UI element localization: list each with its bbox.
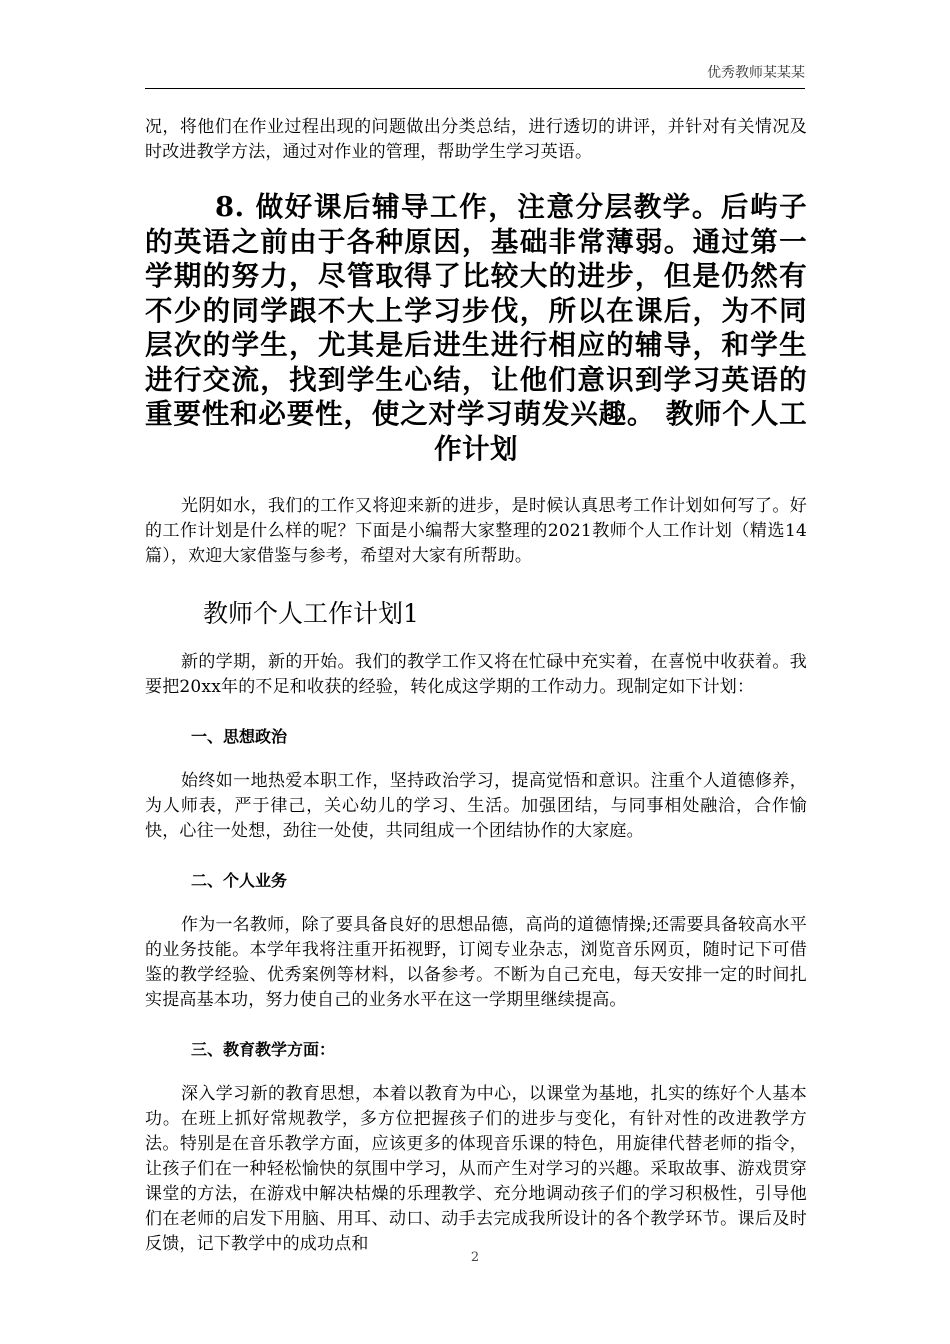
document-body bbox=[145, 115, 807, 1257]
subsection-heading: 二、个人业务 bbox=[191, 870, 288, 890]
section-title: 教师个人工作计划1 bbox=[203, 598, 419, 628]
subsection-paragraph: 深入学习新的教育思想，本着以教育为中心，以课堂为基地，扎实的练好个人基本功。在班上抓好常规教学，多方位把握孩子们的进步与变化，有针对性的改进教学方法。特别是在音乐教学方面，应该更多的体现音乐课的特色，用旋律代替老师的指令，让孩子们在一种轻松愉快的氛围中学习，从而产生对学习的兴趣。采取故事、游戏贯穿课堂的方法，在游戏中解决枯燥的乐理教学、充分地调动孩子们的学习积极性，引导他们在老师的启发下用脑、用耳、动口、动手去完成我所设计的各个教学环节。课后及时反馈，记下教学中的成功点和 bbox=[145, 1083, 807, 1254]
subsection-paragraph: 始终如一地热爱本职工作，坚持政治学习，提高觉悟和意识。注重个人道德修养，为人师表，严于律己，关心幼儿的学习、生活。加强团结，与同事相处融洽，合作愉快，心往一处想，劲往一处使，共同组成一个团结协作的大家庭。 bbox=[145, 770, 807, 841]
subsection-heading: 一、思想政治 bbox=[191, 726, 288, 746]
section-intro-paragraph: 新的学期，新的开始。我们的教学工作又将在忙碌中充实着，在喜悦中收获着。我要把20xx年的不足和收获的经验，转化成这学期的工作动力。现制定如下计划： bbox=[145, 651, 807, 697]
emphasized-paragraph: 8. 做好课后辅导工作，注意分层教学。后屿子的英语之前由于各种原因，基础非常薄弱。通过第一学期的努力，尽管取得了比较大的进步，但是仍然有不少的同学跟不大上学习步伐，所以在课后，为不同层次的学生，尤其是后进生进行相应的辅导，和学生进行交流，找到学生心结，让他们意识到学习英语的重要性和必要性，使之对学习萌发兴趣。 教师个人工作计划 bbox=[145, 191, 807, 465]
subsection-paragraph: 作为一名教师，除了要具备良好的思想品德，高尚的道德情操;还需要具备较高水平的业务技能。本学年我将注重开拓视野，订阅专业杂志，浏览音乐网页，随时记下可借鉴的教学经验、优秀案例等材料，以备参考。不断为自己充电，每天安排一定的时间扎实提高基本功，努力使自己的业务水平在这一学期里继续提高。 bbox=[145, 914, 807, 1010]
subsection-heading: 三、教育教学方面： bbox=[191, 1039, 336, 1059]
page-number: 2 bbox=[470, 1250, 480, 1265]
header-divider bbox=[145, 88, 805, 89]
page-header-title: 优秀教师某某某 bbox=[707, 65, 805, 81]
intro-paragraph: 光阴如水，我们的工作又将迎来新的进步，是时候认真思考工作计划如何写了。好的工作计划是什么样的呢？下面是小编帮大家整理的2021教师个人工作计划（精选14篇），欢迎大家借鉴与参考，希望对大家有所帮助。 bbox=[145, 495, 807, 566]
continuation-paragraph: 况，将他们在作业过程出现的问题做出分类总结，进行透切的讲评，并针对有关情况及时改进教学方法，通过对作业的管理，帮助学生学习英语。 bbox=[145, 117, 807, 162]
